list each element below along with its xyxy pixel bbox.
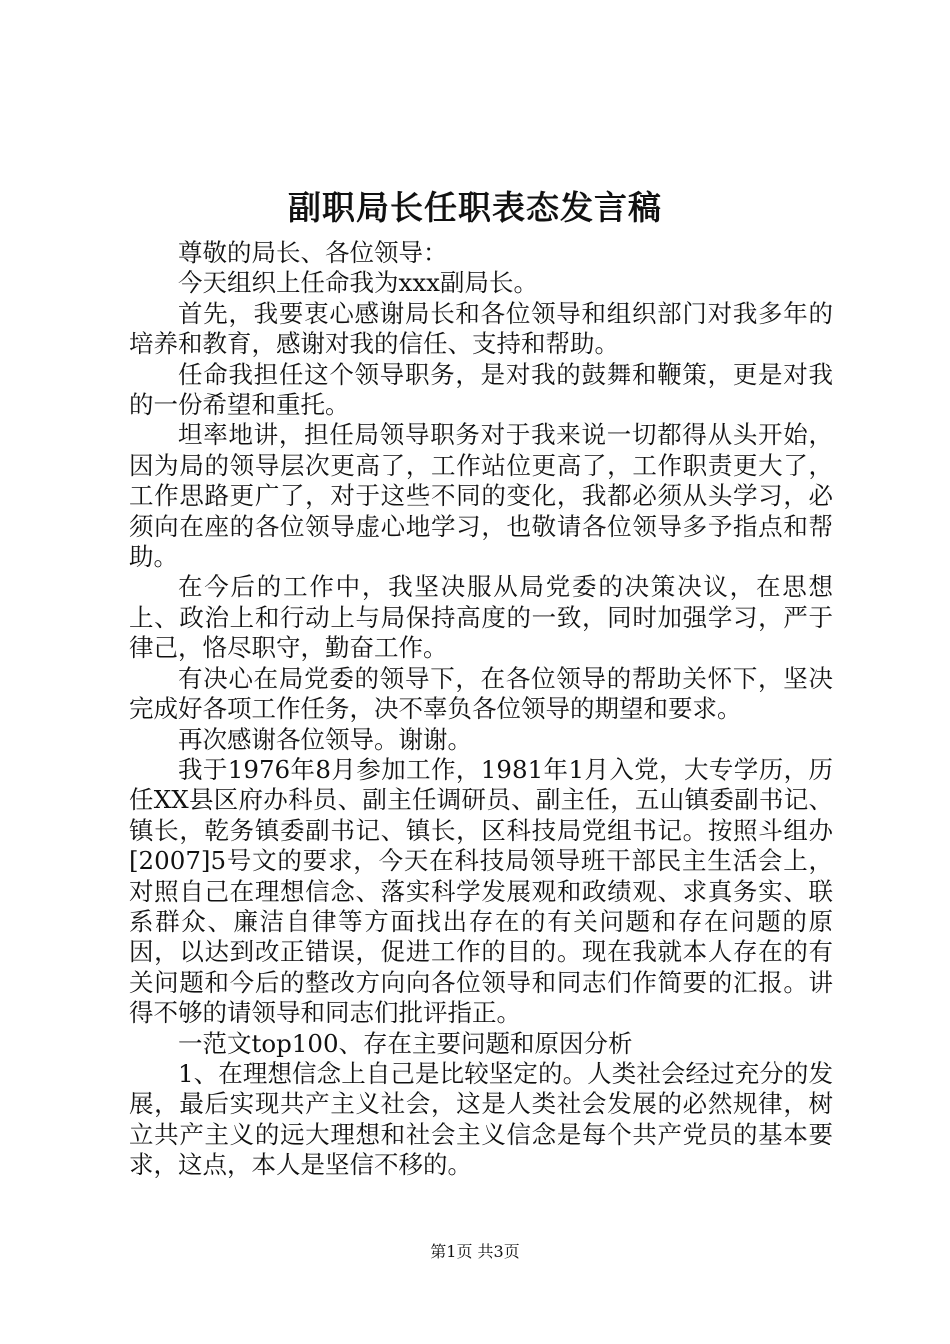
paragraph: 有决心在局党委的领导下，在各位领导的帮助关怀下，坚决完成好各项工作任务，决不辜负各位领导的期望和要求。	[129, 663, 833, 724]
paragraph: 再次感谢各位领导。谢谢。	[178, 724, 472, 754]
paragraph: 任命我担任这个领导职务，是对我的鼓舞和鞭策，更是对我的一份希望和重托。	[129, 359, 833, 420]
paragraph: 在今后的工作中，我坚决服从局党委的决策决议，在思想上、政治上和行动上与局保持高度的一致，同时加强学习，严于律己，恪尽职守，勤奋工作。	[129, 572, 833, 663]
paragraph: 1、在理想信念上自己是比较坚定的。人类社会经过充分的发展，最后实现共产主义社会，这是人类社会发展的必然规律，树立共产主义的远大理想和社会主义信念是每个共产党员的基本要求，这点，本人是坚信不移的。	[129, 1058, 833, 1180]
section-heading: 一范文top100、存在主要问题和原因分析	[178, 1028, 633, 1058]
paragraph: 今天组织上任命我为xxx副局长。	[178, 268, 538, 298]
page-footer: 第1页 共3页	[430, 1242, 520, 1261]
paragraph: 坦率地讲，担任局领导职务对于我来说一切都得从头开始，因为局的领导层次更高了，工作站位更高了，工作职责更大了，工作思路更广了，对于这些不同的变化，我都必须从头学习，必须向在座的各位领导虚心地学习，也敬请各位领导多予指点和帮助。	[129, 420, 833, 572]
paragraph: 首先，我要衷心感谢局长和各位领导和组织部门对我多年的培养和教育，感谢对我的信任、支持和帮助。	[129, 298, 833, 359]
paragraph-salutation: 尊敬的局长、各位领导：	[178, 238, 448, 267]
document-body	[129, 238, 833, 1181]
document-title: 副职局长任职表态发言稿	[288, 188, 662, 227]
paragraph: 我于1976年8月参加工作，1981年1月入党，大专学历，历任XX县区府办科员、副主任调研员、副主任，五山镇委副书记、镇长，乾务镇委副书记、镇长，区科技局党组书记。按照斗组办[2007]5号文的要求，今天在科技局领导班干部民主生活会上，对照自己在理想信念、落实科学发展观和政绩观、求真务实、联系群众、廉洁自律等方面找出存在的有关问题和存在问题的原因，以达到改正错误，促进工作的目的。现在我就本人存在的有关问题和今后的整改方向向各位领导和同志们作简要的汇报。讲得不够的请领导和同志们批评指正。	[129, 754, 833, 1028]
